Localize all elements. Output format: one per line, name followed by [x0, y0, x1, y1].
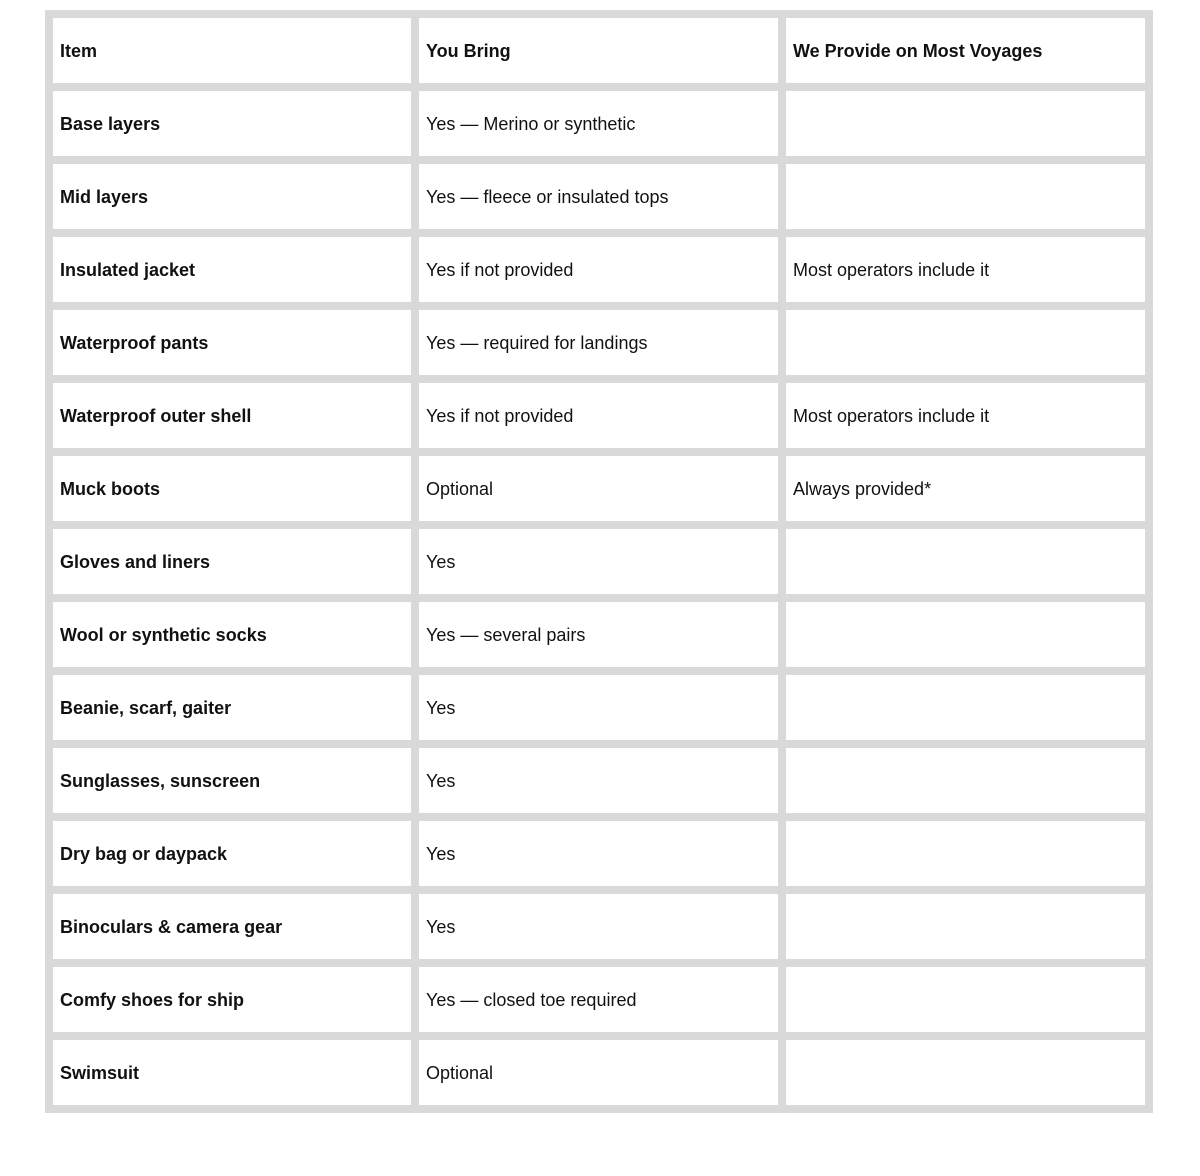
you-bring-cell: Yes: [419, 821, 778, 886]
table-row: [53, 894, 1145, 959]
we-provide-cell: [786, 967, 1145, 1032]
item-cell: Insulated jacket: [53, 237, 411, 302]
item-cell: Mid layers: [53, 164, 411, 229]
you-bring-cell: Yes — several pairs: [419, 602, 778, 667]
column-header-you-bring: You Bring: [419, 18, 778, 83]
table-header-row: [53, 18, 1145, 83]
item-cell: Muck boots: [53, 456, 411, 521]
you-bring-cell: Yes: [419, 675, 778, 740]
we-provide-cell: [786, 894, 1145, 959]
you-bring-cell: Yes if not provided: [419, 383, 778, 448]
you-bring-cell: Yes if not provided: [419, 237, 778, 302]
item-cell: Waterproof outer shell: [53, 383, 411, 448]
you-bring-cell: Yes — required for landings: [419, 310, 778, 375]
item-cell: Swimsuit: [53, 1040, 411, 1105]
we-provide-cell: [786, 91, 1145, 156]
table-row: [53, 1040, 1145, 1105]
item-cell: Binoculars & camera gear: [53, 894, 411, 959]
table-row: [53, 237, 1145, 302]
table-row: [53, 967, 1145, 1032]
you-bring-cell: Optional: [419, 1040, 778, 1105]
we-provide-cell: [786, 602, 1145, 667]
we-provide-cell: Most operators include it: [786, 237, 1145, 302]
item-cell: Waterproof pants: [53, 310, 411, 375]
we-provide-cell: [786, 529, 1145, 594]
we-provide-cell: [786, 164, 1145, 229]
we-provide-cell: [786, 1040, 1145, 1105]
you-bring-cell: Yes: [419, 748, 778, 813]
table-row: [53, 821, 1145, 886]
item-cell: Beanie, scarf, gaiter: [53, 675, 411, 740]
we-provide-cell: [786, 675, 1145, 740]
packing-list-table: [45, 10, 1153, 1113]
table-row: [53, 602, 1145, 667]
table-row: [53, 748, 1145, 813]
item-cell: Wool or synthetic socks: [53, 602, 411, 667]
table-row: [53, 310, 1145, 375]
table-row: [53, 675, 1145, 740]
you-bring-cell: Yes — fleece or insulated tops: [419, 164, 778, 229]
you-bring-cell: Yes — closed toe required: [419, 967, 778, 1032]
table-row: [53, 383, 1145, 448]
we-provide-cell: Most operators include it: [786, 383, 1145, 448]
item-cell: Gloves and liners: [53, 529, 411, 594]
item-cell: Dry bag or daypack: [53, 821, 411, 886]
you-bring-cell: Yes — Merino or synthetic: [419, 91, 778, 156]
we-provide-cell: Always provided*: [786, 456, 1145, 521]
item-cell: Base layers: [53, 91, 411, 156]
table-row: [53, 164, 1145, 229]
item-cell: Comfy shoes for ship: [53, 967, 411, 1032]
you-bring-cell: Yes: [419, 529, 778, 594]
you-bring-cell: Yes: [419, 894, 778, 959]
you-bring-cell: Optional: [419, 456, 778, 521]
table-row: [53, 529, 1145, 594]
column-header-we-provide: We Provide on Most Voyages: [786, 18, 1145, 83]
we-provide-cell: [786, 310, 1145, 375]
column-header-item: Item: [53, 18, 411, 83]
item-cell: Sunglasses, sunscreen: [53, 748, 411, 813]
table-row: [53, 456, 1145, 521]
we-provide-cell: [786, 821, 1145, 886]
table-row: [53, 91, 1145, 156]
we-provide-cell: [786, 748, 1145, 813]
